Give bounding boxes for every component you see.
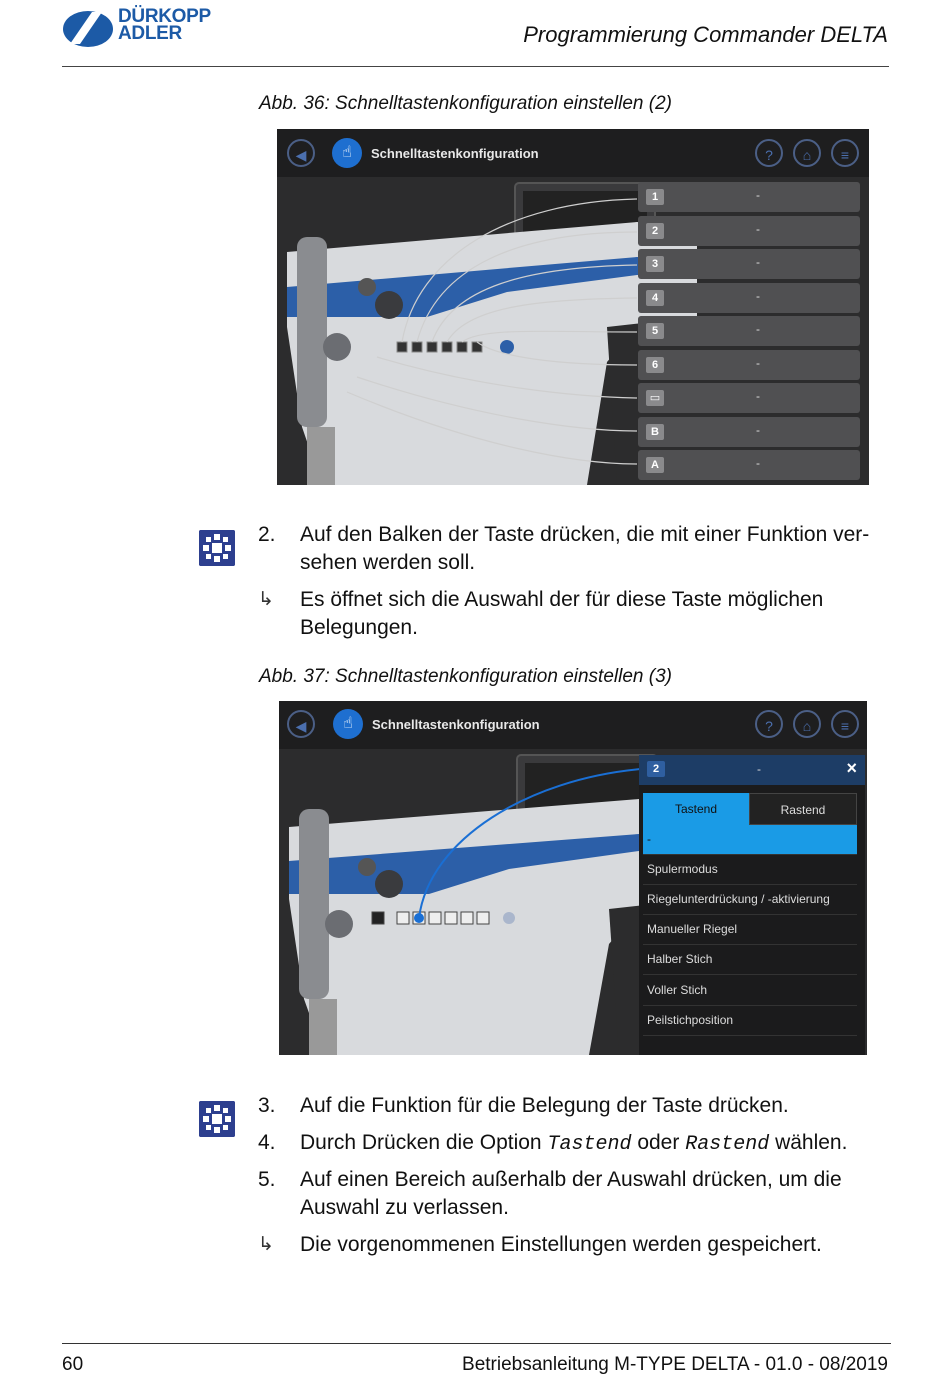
operation-step-icon bbox=[199, 1101, 235, 1137]
step-4-number: 4. bbox=[258, 1131, 276, 1154]
touch-hand-icon: ☝ bbox=[333, 709, 363, 739]
operation-step-icon bbox=[199, 530, 235, 566]
option-riegelunterdrueckung[interactable]: Riegelunterdrückung / -aktivierung bbox=[643, 885, 857, 915]
key-badge: B bbox=[646, 424, 664, 440]
option-name-tastend: Tastend bbox=[547, 1133, 632, 1156]
key-badge: 6 bbox=[646, 357, 664, 373]
quick-key-row-1[interactable] bbox=[638, 182, 860, 212]
quick-key-row-a[interactable] bbox=[638, 450, 860, 480]
document-reference: Betriebsanleitung M-TYPE DELTA - 01.0 - 08/2019 bbox=[462, 1354, 888, 1375]
display-key-icon: ▭ bbox=[646, 390, 664, 406]
popup-header bbox=[639, 755, 865, 785]
footer-divider bbox=[62, 1343, 891, 1344]
figure-37-caption: Abb. 37: Schnelltastenkonfiguration einstellen (3) bbox=[259, 666, 672, 687]
key-value: - bbox=[756, 322, 760, 336]
menu-icon[interactable]: ≡ bbox=[831, 710, 859, 738]
key-badge: 2 bbox=[647, 761, 665, 777]
key-badge: A bbox=[646, 457, 664, 473]
step-5-number: 5. bbox=[258, 1168, 276, 1191]
key-badge: 3 bbox=[646, 256, 664, 272]
touch-hand-icon: ☝ bbox=[332, 138, 362, 168]
quick-key-row-4[interactable] bbox=[638, 283, 860, 313]
quick-key-row-display[interactable] bbox=[638, 383, 860, 413]
menu-icon[interactable]: ≡ bbox=[831, 139, 859, 167]
help-icon[interactable]: ? bbox=[755, 710, 783, 738]
step-4-pre: Durch Drücken die Option bbox=[300, 1131, 542, 1154]
tab-rastend[interactable]: Rastend bbox=[749, 793, 857, 825]
app-header-bar bbox=[277, 129, 869, 177]
home-icon[interactable]: ⌂ bbox=[793, 710, 821, 738]
figure-36-caption: Abb. 36: Schnelltastenkonfiguration einstellen (2) bbox=[259, 93, 672, 114]
close-icon[interactable]: × bbox=[846, 758, 857, 778]
back-arrow-icon[interactable]: ◀ bbox=[287, 710, 315, 738]
step-3-text: Auf die Funktion für die Belegung der Taste drücken. bbox=[300, 1094, 789, 1117]
result-arrow-icon: ↳ bbox=[258, 589, 274, 610]
page-number: 60 bbox=[62, 1354, 84, 1375]
key-assignment-popup bbox=[639, 755, 865, 1055]
step-2-text: Auf den Balken der Taste drücken, die mit einer Funktion ver-sehen werden soll. bbox=[300, 523, 870, 574]
key-value: - bbox=[756, 456, 760, 470]
quick-key-row-3[interactable] bbox=[638, 249, 860, 279]
key-badge: 4 bbox=[646, 290, 664, 306]
key-badge: 2 bbox=[646, 223, 664, 239]
back-arrow-icon[interactable]: ◀ bbox=[287, 139, 315, 167]
key-value: - bbox=[756, 423, 760, 437]
step-5-text: Auf einen Bereich außerhalb der Auswahl drücken, um die Auswahl zu verlassen. bbox=[300, 1168, 842, 1219]
tab-tastend[interactable]: Tastend bbox=[643, 793, 749, 825]
quick-key-row-b[interactable] bbox=[638, 417, 860, 447]
brand-line-2: ADLER bbox=[118, 23, 182, 44]
screen-title: Schnelltastenkonfiguration bbox=[371, 146, 539, 161]
key-badge: 1 bbox=[646, 189, 664, 205]
quick-key-row-6[interactable] bbox=[638, 350, 860, 380]
option-halber-stich[interactable]: Halber Stich bbox=[643, 945, 857, 975]
header-title: Programmierung Commander DELTA bbox=[523, 22, 888, 47]
key-value: - bbox=[756, 222, 760, 236]
option-manueller-riegel[interactable]: Manueller Riegel bbox=[643, 915, 857, 945]
brand-line-1: DÜRKOPP bbox=[118, 6, 211, 27]
company-logo-icon bbox=[62, 10, 114, 48]
option-peilstichposition[interactable]: Peilstichposition bbox=[643, 1006, 857, 1036]
help-icon[interactable]: ? bbox=[755, 139, 783, 167]
key-value: - bbox=[756, 356, 760, 370]
quick-key-row-5[interactable] bbox=[638, 316, 860, 346]
option-name-rastend: Rastend bbox=[685, 1133, 770, 1156]
key-value: - bbox=[756, 289, 760, 303]
key-value: - bbox=[757, 762, 761, 776]
quick-key-row-2[interactable] bbox=[638, 216, 860, 246]
header-divider bbox=[62, 66, 889, 67]
steps-result: Die vorgenommenen Einstellungen werden gespeichert. bbox=[300, 1233, 822, 1256]
key-value: - bbox=[756, 188, 760, 202]
figure-37-screenshot bbox=[279, 701, 867, 1055]
company-logo-text bbox=[118, 8, 211, 42]
step-4-post: wählen. bbox=[775, 1131, 848, 1154]
result-arrow-icon: ↳ bbox=[258, 1234, 274, 1255]
step-4-mid: oder bbox=[637, 1131, 680, 1154]
option-spulermodus[interactable]: Spulermodus bbox=[643, 855, 857, 885]
home-icon[interactable]: ⌂ bbox=[793, 139, 821, 167]
app-header-bar bbox=[279, 701, 867, 749]
key-value: - bbox=[756, 255, 760, 269]
key-badge: 5 bbox=[646, 323, 664, 339]
option-voller-stich[interactable]: Voller Stich bbox=[643, 976, 857, 1006]
step-4-text bbox=[300, 1129, 890, 1159]
option-none-selected[interactable]: - bbox=[643, 825, 857, 855]
screen-title: Schnelltastenkonfiguration bbox=[372, 717, 540, 732]
step-2-number: 2. bbox=[258, 523, 276, 546]
step-3-number: 3. bbox=[258, 1094, 276, 1117]
key-value: - bbox=[756, 389, 760, 403]
figure-36-screenshot bbox=[277, 129, 869, 485]
step-2-result: Es öffnet sich die Auswahl der für diese Taste möglichen Belegungen. bbox=[300, 588, 824, 639]
